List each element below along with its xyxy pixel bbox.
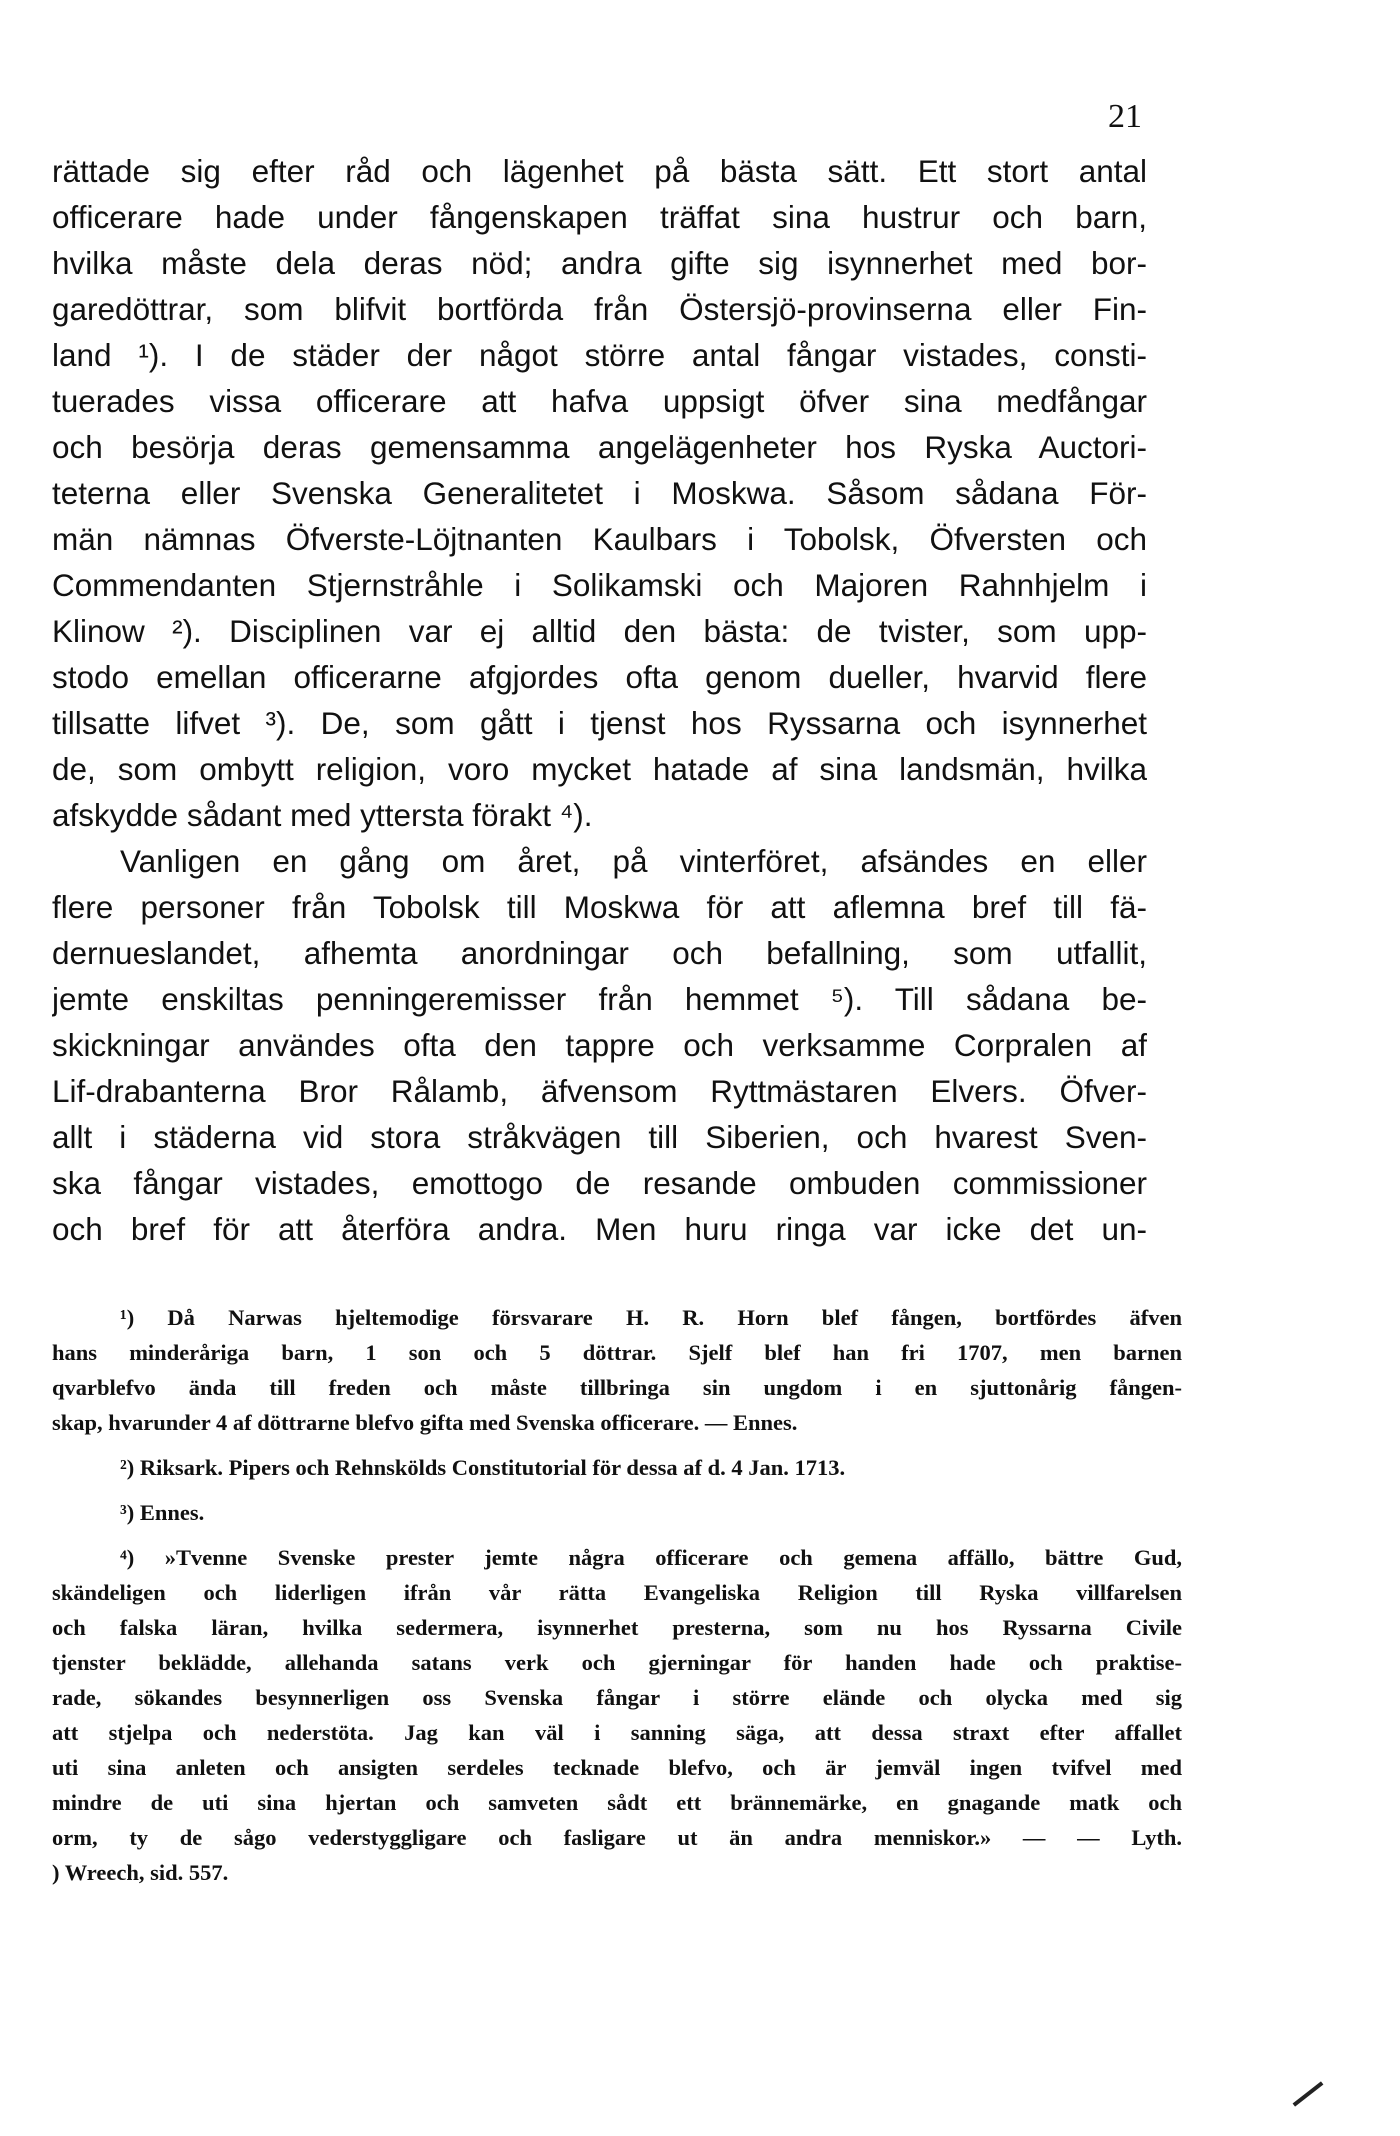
footnote-line: hans minderåriga barn, 1 son och 5 döttrar. Sjelf blef han fri 1707, men barnen <box>52 1340 1182 1365</box>
body-line: Vanligen en gång om året, på vinterföret, afsändes en eller <box>120 843 1147 879</box>
body-line: tillsatte lifvet ³). De, som gått i tjenst hos Ryssarna och isynnerhet <box>52 705 1147 741</box>
body-line: dernueslandet, afhemta anordningar och befallning, som utfallit, <box>52 935 1147 971</box>
body-line: män nämnas Öfverste-Löjtnanten Kaulbars i Tobolsk, Öfversten och <box>52 521 1147 557</box>
footnote-line: ²) Riksark. Pipers och Rehnskölds Constitutorial för dessa af d. 4 Jan. 1713. <box>120 1455 846 1480</box>
footnote-line: ¹) Då Narwas hjeltemodige försvarare H. R. Horn blef fången, bortfördes äfven <box>120 1305 1182 1330</box>
footnote-line: och falska läran, hvilka sedermera, isynnerhet presterna, som nu hos Ryssarna Civile <box>52 1615 1182 1640</box>
footnote-line: rade, sökandes besynnerligen oss Svenska fångar i större elände och olycka med sig <box>52 1685 1182 1710</box>
footnote-line: skändeligen och liderligen ifrån vår rätta Evangeliska Religion till Ryska villfarelsen <box>52 1580 1182 1605</box>
footnote-line: tjenster beklädde, allehanda satans verk och gjerningar för handen hade och praktise- <box>52 1650 1182 1675</box>
body-line: land ¹). I de städer der något större antal fångar vistades, consti- <box>52 337 1147 373</box>
body-line: rättade sig efter råd och lägenhet på bästa sätt. Ett stort antal <box>52 153 1147 189</box>
footnote-line: ³) Ennes. <box>120 1500 205 1525</box>
body-line: Commendanten Stjernstråhle i Solikamski och Majoren Rahnhjelm i <box>52 567 1147 603</box>
body-line: Klinow ²). Disciplinen var ej alltid den bästa: de tvister, som upp- <box>52 613 1147 649</box>
page-number: 21 <box>1108 98 1142 135</box>
footnote-line: ⁴) »Tvenne Svenske prester jemte några officerare och gemena affällo, bättre Gud, <box>120 1545 1182 1570</box>
body-line: flere personer från Tobolsk till Moskwa för att aflemna bref till fä- <box>52 889 1147 925</box>
body-line: stodo emellan officerarne afgjordes ofta genom dueller, hvarvid flere <box>52 659 1147 695</box>
body-line: jemte enskiltas penningeremisser från hemmet ⁵). Till sådana be- <box>52 981 1147 1017</box>
footnote-line: skap, hvarunder 4 af döttrarne blefvo gifta med Svenska officerare. — Ennes. <box>52 1410 798 1435</box>
body-line: skickningar användes ofta den tappre och verksamme Corpralen af <box>52 1027 1147 1063</box>
body-text <box>52 148 1147 1252</box>
body-line: allt i städerna vid stora stråkvägen till Siberien, och hvarest Sven- <box>52 1119 1147 1155</box>
body-line: och besörja deras gemensamma angelägenheter hos Ryska Auctori- <box>52 429 1147 465</box>
body-line: afskydde sådant med yttersta förakt ⁴). <box>52 797 593 833</box>
body-line: de, som ombytt religion, voro mycket hatade af sina landsmän, hvilka <box>52 751 1147 787</box>
body-line: garedöttrar, som blifvit bortförda från Östersjö-provinserna eller Fin- <box>52 291 1147 327</box>
footnote-line: orm, ty de sågo vederstyggligare och fasligare ut än andra menniskor.» — — Lyth. <box>52 1825 1182 1850</box>
ink-mark <box>1293 2081 1324 2106</box>
body-line: ska fångar vistades, emottogo de resande ombuden commissioner <box>52 1165 1147 1201</box>
footnote-line: qvarblefvo ända till freden och måste tillbringa sin ungdom i en sjuttonårig fången- <box>52 1375 1182 1400</box>
body-line: officerare hade under fångenskapen träffat sina hustrur och barn, <box>52 199 1147 235</box>
body-line: Lif-drabanterna Bror Rålamb, äfvensom Ryttmästaren Elvers. Öfver- <box>52 1073 1147 1109</box>
body-line: hvilka måste dela deras nöd; andra gifte sig isynnerhet med bor- <box>52 245 1147 281</box>
footnotes <box>52 1300 1182 1890</box>
footnote-line: mindre de uti sina hjertan och samveten sådt ett brännemärke, en gnagande matk och <box>52 1790 1182 1815</box>
body-line: och bref för att återföra andra. Men huru ringa var icke det un- <box>52 1211 1147 1247</box>
body-line: tuerades vissa officerare att hafva uppsigt öfver sina medfångar <box>52 383 1147 419</box>
body-line: teterna eller Svenska Generalitetet i Moskwa. Såsom sådana För- <box>52 475 1147 511</box>
footnote-line: ) Wreech, sid. 557. <box>52 1860 229 1885</box>
footnote-line: att stjelpa och nederstöta. Jag kan väl i sanning säga, att dessa straxt efter affallet <box>52 1720 1182 1745</box>
footnote-line: uti sina anleten och ansigten serdeles tecknade blefvo, och är jemväl ingen tvifvel med <box>52 1755 1182 1780</box>
